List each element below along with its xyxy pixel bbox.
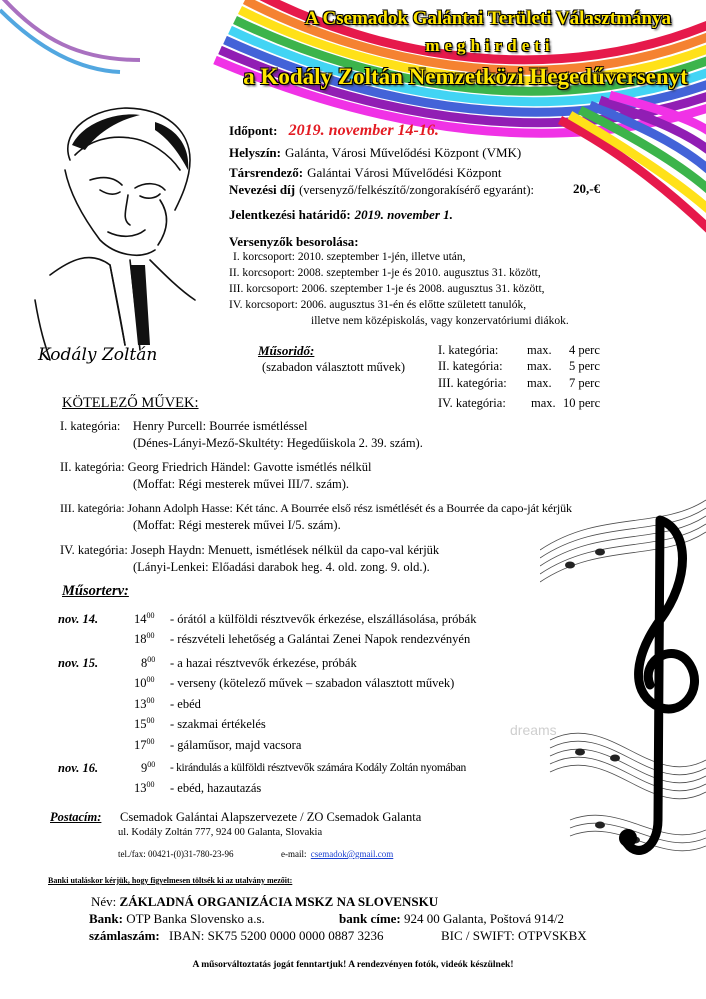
postacim-line-2: ul. Kodály Zoltán 777, 924 00 Galanta, Slovakia (118, 827, 323, 838)
musorterv-time: $13^{00}$ (134, 779, 155, 795)
bank-note: Banki utaláskor kérjük, hogy figyelmesen töltsék ki az utalvány mezőit: (48, 876, 293, 885)
email-link[interactable]: csemadok@gmail.com (310, 849, 394, 859)
kodaly-portrait-sketch (30, 100, 200, 365)
musorterv-time: $14^{00}$ (134, 610, 155, 626)
musorterv-time: $10^{00}$ (134, 674, 155, 690)
kotelezo-source: (Moffat: Régi mesterek művei III/7. szám). (133, 477, 350, 491)
musorterv-text: - órától a külföldi résztvevők érkezése, elszállásolása, próbák (170, 612, 477, 626)
musorterv-title: Műsorterv: (62, 583, 129, 599)
watermark: dreams (510, 722, 557, 738)
musorido-row (438, 343, 498, 358)
nevezesi-note: (versenyző/felkészítő/zongorakísérő egyaránt): (299, 183, 535, 197)
header-line-2: meghirdeti (425, 36, 555, 55)
postacim-line-1: Csemadok Galántai Alapszervezete / ZO Csemadok Galanta (120, 810, 422, 824)
kotelezo-line: IV. kategória: Joseph Haydn: Menuett, ismétlések nélkül da capo-val kérjük (60, 543, 440, 557)
header-line-1: A Csemadok Galántai Területi Választmánya (305, 8, 671, 29)
musorterv-day: nov. 16. (58, 761, 99, 775)
musorido-max: max. (527, 359, 552, 373)
cim-label: bank címe: (339, 911, 401, 926)
musorterv-text: - ebéd, hazautazás (170, 781, 262, 795)
musorido-cat: I. kategória: (438, 343, 499, 357)
szamla-label: számlaszám: (89, 928, 160, 943)
musorterv-time: $17^{00}$ (134, 736, 155, 752)
musorido-val: 10 perc (563, 396, 601, 410)
besorolas-row: IV. korcsoport: 2006. augusztus 31-én és előtte született tanulók, (229, 299, 527, 311)
musorterv-time: $15^{00}$ (134, 715, 155, 731)
musorterv-time: $18^{00}$ (134, 630, 155, 646)
idopont-label: Időpont: (229, 123, 278, 138)
tarsrendezo-row (229, 164, 502, 182)
helyszin-row (229, 144, 521, 162)
bic-value: BIC / SWIFT: OTPVSKBX (441, 928, 587, 943)
besorolas-row: II. korcsoport: 2008. szeptember 1-je és 2010. augusztus 31. között, (229, 267, 541, 279)
bank-value: OTP Banka Slovensko a.s. (126, 911, 265, 926)
idopont-row (229, 122, 439, 140)
musorterv-text: - a hazai résztvevők érkezése, próbák (170, 656, 357, 670)
musorterv-time: $9^{00}$ (141, 759, 156, 775)
cim-value: 924 00 Galanta, Poštová 914/2 (404, 911, 564, 926)
helyszin-label: Helyszín: (229, 145, 281, 160)
musorido-subtitle: (szabadon választott művek) (262, 360, 406, 374)
musorido-val: 7 perc (569, 376, 600, 390)
musorterv-day: nov. 14. (58, 612, 99, 626)
hatarido-row (229, 206, 453, 224)
musorido-cat: IV. kategória: (438, 396, 506, 410)
hatarido-value: 2019. november 1. (354, 207, 453, 222)
hatarido-label: Jelentkezési határidő: (229, 207, 351, 222)
nev-label: Név: (91, 894, 117, 909)
kotelezo-line: II. kategória: Georg Friedrich Händel: Gavotte ismétlés nélkül (60, 460, 372, 474)
treble-clef-decoration (540, 490, 706, 920)
email-label: e-mail: (281, 849, 307, 859)
nev-value: ZÁKLADNÁ ORGANIZÁCIA MSKZ NA SLOVENSKU (119, 894, 439, 909)
besorolas-row: I. korcsoport: 2010. szeptember 1-jén, illetve után, (233, 251, 466, 263)
bank-szamla-row (89, 928, 384, 944)
musorido-max: max. (531, 396, 556, 410)
bank-label: Bank: (89, 911, 123, 926)
kotelezo-title: KÖTELEZŐ MŰVEK: (62, 395, 199, 411)
idopont-value: 2019. november 14-16. (288, 122, 439, 139)
tarsrendezo-value: Galántai Városi Művelődési Központ (307, 165, 502, 180)
musorterv-text: - ebéd (170, 697, 201, 711)
kotelezo-source: (Dénes-Lányi-Mező-Skultéty: Hegedűiskola 2. 39. szám). (133, 436, 423, 450)
besorolas-row: illetve nem középiskolás, vagy konzervatóriumi diákok. (311, 315, 569, 327)
musorterv-text: - részvételi lehetőség a Galántai Zenei Napok rendezvényén (170, 632, 471, 646)
musorido-max: max. (527, 343, 552, 357)
besorolas-row: III. korcsoport: 2006. szeptember 1-je és 2008. augusztus 31. között, (229, 283, 545, 295)
footer-note: A műsorváltoztatás jogát fenntartjuk! A rendezvényen fotók, videók készülnek! (192, 960, 514, 970)
musorterv-day: nov. 15. (58, 656, 99, 670)
musorido-cat: III. kategória: (438, 376, 507, 390)
postacim-label: Postacím: (50, 810, 102, 824)
postacim-tel: tel./fax: 00421-(0)31-780-23-96 (118, 849, 234, 859)
header-line-3: a Kodály Zoltán Nemzetközi Hegedűversenyt (243, 64, 688, 89)
postacim-email-row (281, 849, 393, 859)
nevezesi-value: 20,-€ (573, 181, 601, 196)
iban-value: IBAN: SK75 5200 0000 0000 0887 3236 (169, 928, 384, 943)
kodaly-signature: Kodály Zoltán (38, 345, 158, 365)
musorterv-text: - kirándulás a külföldi résztvevők számára Kodály Zoltán nyomában (170, 762, 467, 774)
kotelezo-line: I. kategória: Henry Purcell: Bourrée ismétléssel (60, 419, 308, 433)
bank-nev-row (91, 894, 438, 910)
nevezesi-row (229, 181, 534, 199)
kotelezo-source: (Moffat: Régi mesterek művei I/5. szám). (133, 518, 341, 532)
musorido-val: 4 perc (569, 343, 600, 357)
musorterv-time: $13^{00}$ (134, 695, 155, 711)
kotelezo-line: III. kategória: Johann Adolph Hasse: Két tánc. A Bourrée első rész ismétlését és a Bourrée da capo-ját kérjük (60, 501, 572, 515)
musorido-val: 5 perc (569, 359, 600, 373)
musorterv-text: - szakmai értékelés (170, 717, 266, 731)
musorido-title: Műsoridő: (258, 343, 315, 358)
besorolas-title: Versenyzők besorolása: (229, 234, 359, 249)
musorterv-text: - verseny (kötelező művek – szabadon választott művek) (170, 676, 455, 690)
bank-cim-row (339, 911, 564, 927)
bank-bank-row (89, 911, 265, 927)
kotelezo-source: (Lányi-Lenkei: Előadási darabok heg. 4. old. zong. 9. old.). (133, 560, 430, 574)
musorido-max: max. (527, 376, 552, 390)
musorterv-text: - gálaműsor, majd vacsora (170, 738, 302, 752)
tarsrendezo-label: Társrendező: (229, 165, 304, 180)
helyszin-value: Galánta, Városi Művelődési Központ (VMK) (285, 145, 522, 160)
nevezesi-label: Nevezési díj (229, 182, 296, 197)
musorterv-time: $8^{00}$ (141, 654, 156, 670)
musorido-cat: II. kategória: (438, 359, 503, 373)
